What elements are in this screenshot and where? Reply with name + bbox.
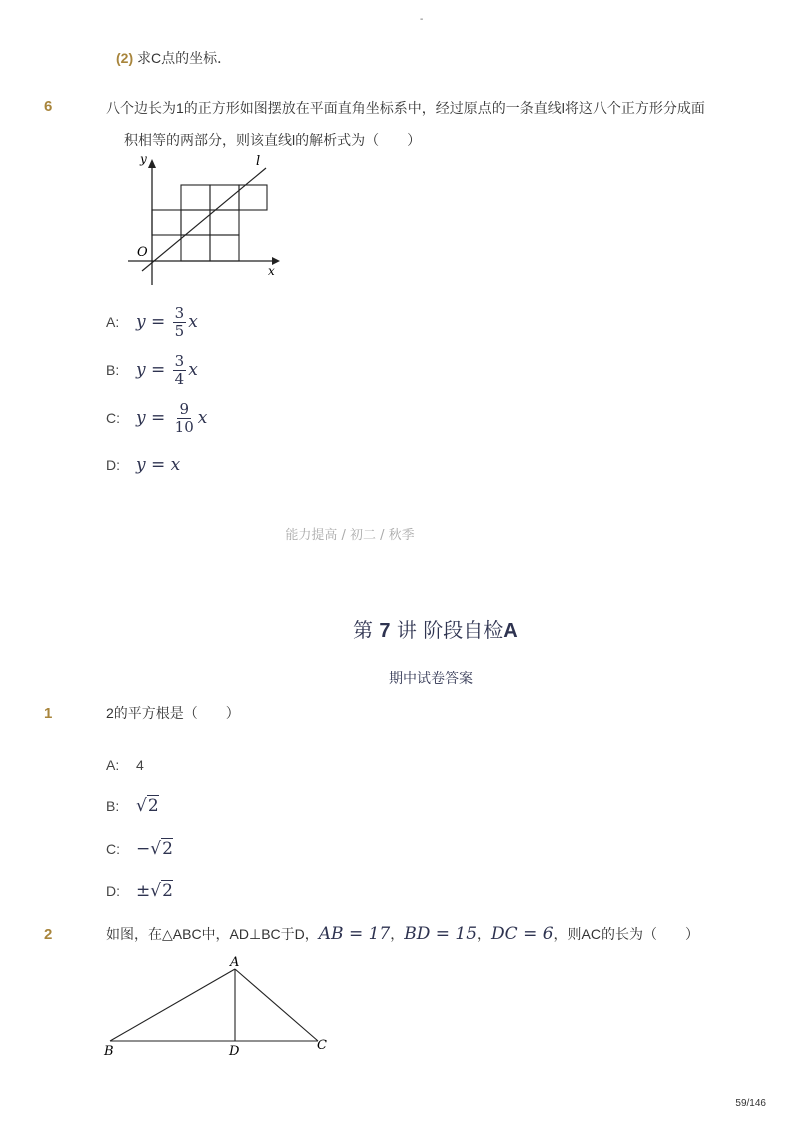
q6-option-c[interactable] xyxy=(106,398,207,438)
square xyxy=(181,210,210,235)
sign: ± xyxy=(136,881,151,901)
q2-text-a: 如图，在△ABC中，AD⊥BC于D， xyxy=(106,926,319,942)
subquestion xyxy=(116,48,231,68)
q2-text-b: ，则AC的长为（ ） xyxy=(553,926,699,942)
numerator: 9 xyxy=(179,399,189,418)
q2-dc: DC = 6 xyxy=(491,924,554,944)
q1-option-b[interactable] xyxy=(106,786,159,826)
q6-option-d[interactable] xyxy=(106,445,180,485)
option-formula xyxy=(136,401,207,436)
option-letter: B: xyxy=(106,798,120,814)
fraction xyxy=(173,305,187,340)
separator: ， xyxy=(390,926,405,942)
y-axis-arrow xyxy=(148,159,156,168)
square xyxy=(210,185,239,210)
question-6-line2: 积相等的两部分，则该直线l的解析式为（ ） xyxy=(124,132,422,148)
denominator: 5 xyxy=(174,321,185,340)
lecture-title xyxy=(353,614,518,643)
lecture-suffix: A xyxy=(503,620,518,642)
vertex-b-label: B xyxy=(104,1044,114,1059)
option-formula xyxy=(136,305,198,340)
side-ac xyxy=(235,969,318,1041)
square xyxy=(181,235,210,261)
line-l xyxy=(142,168,266,271)
option-letter: D: xyxy=(106,457,120,473)
variable: x xyxy=(197,407,208,428)
option-letter: C: xyxy=(106,410,120,426)
subquestion-text: 求C点的坐标． xyxy=(137,50,232,66)
square xyxy=(210,210,239,235)
q1-option-d[interactable] xyxy=(106,871,173,911)
separator: ， xyxy=(477,926,492,942)
x-label: x xyxy=(268,264,275,278)
variable: x xyxy=(188,359,198,380)
option-letter: A: xyxy=(106,757,120,773)
squares-figure xyxy=(120,150,290,290)
question-2-text xyxy=(106,919,699,949)
numerator: 3 xyxy=(174,303,185,322)
lecture-number: 7 xyxy=(379,620,391,642)
line-label: l xyxy=(256,154,261,169)
denominator: 4 xyxy=(174,369,185,388)
side-ab xyxy=(110,969,235,1041)
option-value: 4 xyxy=(136,757,144,773)
vertex-a-label: A xyxy=(230,955,240,970)
option-formula: y = x xyxy=(136,455,181,475)
option-letter: B: xyxy=(106,362,120,378)
question-1-number: 1 xyxy=(44,705,53,722)
q6-option-a[interactable] xyxy=(106,302,198,342)
q1-option-c[interactable] xyxy=(106,829,173,869)
q6-option-b[interactable] xyxy=(106,350,198,390)
question-1-text: 2的平方根是（ ） xyxy=(106,705,240,721)
question-6-number: 6 xyxy=(44,98,53,115)
q2-ab: AB = 17 xyxy=(318,924,391,944)
subquestion-number: (2) xyxy=(116,50,134,66)
square xyxy=(239,185,267,210)
formula-lhs: y = xyxy=(136,359,166,380)
unit-squares xyxy=(152,185,267,261)
radicand: 2 xyxy=(162,839,173,859)
top-mark: - xyxy=(420,14,424,25)
footer-breadcrumb: 能力提高 / 初二 / 秋季 xyxy=(285,528,415,543)
question-6-line1: 八个边长为1的正方形如图摆放在平面直角坐标系中，经过原点的一条直线l将这八个正方形分成面 xyxy=(106,100,705,116)
y-label: y xyxy=(140,152,147,166)
vertex-c-label: C xyxy=(317,1038,327,1053)
formula-lhs: y = xyxy=(136,407,166,428)
origin-label: O xyxy=(137,245,148,260)
formula-lhs: y = xyxy=(136,311,166,332)
option-sqrt: √2 xyxy=(136,796,159,816)
variable: x xyxy=(188,311,198,332)
foot-d-label: D xyxy=(229,1044,240,1059)
answers-title: 期中试卷答案 xyxy=(389,671,473,687)
option-formula xyxy=(136,353,198,388)
option-letter: A: xyxy=(106,314,120,330)
q2-bd: BD = 15 xyxy=(404,924,478,944)
option-sqrt: ±√2 xyxy=(136,881,173,901)
option-letter: C: xyxy=(106,841,120,857)
page-number: 59/146 xyxy=(735,1098,766,1109)
radicand: 2 xyxy=(147,796,159,816)
question-2-number: 2 xyxy=(44,926,53,943)
radicand: 2 xyxy=(162,881,173,901)
option-sqrt: −√2 xyxy=(136,839,173,859)
sign: − xyxy=(136,839,151,859)
fraction xyxy=(173,401,196,436)
square xyxy=(210,235,239,261)
square xyxy=(181,185,210,210)
denominator: 10 xyxy=(174,417,194,436)
lecture-name: 讲 阶段自检 xyxy=(396,618,504,642)
lecture-prefix: 第 xyxy=(353,618,373,642)
square xyxy=(152,210,181,235)
option-letter: D: xyxy=(106,883,120,899)
triangle-figure xyxy=(96,950,346,1062)
q1-option-a[interactable] xyxy=(106,745,144,785)
numerator: 3 xyxy=(174,351,185,370)
fraction xyxy=(173,353,187,388)
